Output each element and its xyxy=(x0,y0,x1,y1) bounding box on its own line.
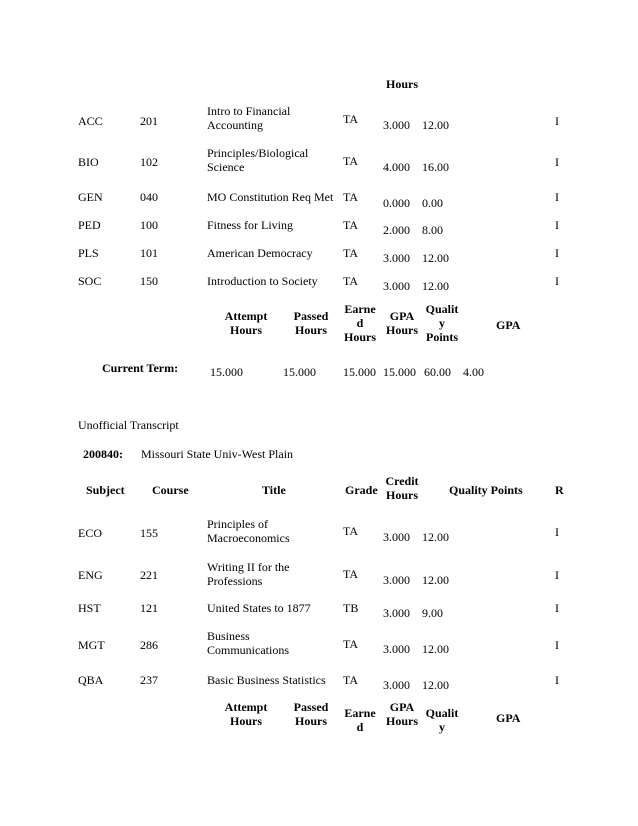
credit-cell: 3.000 xyxy=(383,251,410,265)
r-cell: I xyxy=(555,525,559,539)
quality-cell: 0.00 xyxy=(422,196,443,210)
credit-cell: 3.000 xyxy=(383,279,410,293)
quality-cell: 9.00 xyxy=(422,606,443,620)
title-cell: United States to 1877 xyxy=(207,601,311,615)
subject-cell: MGT xyxy=(78,638,105,652)
course-cell: 150 xyxy=(140,274,158,288)
r-cell: I xyxy=(555,190,559,204)
hours-column-header: Hours xyxy=(386,77,419,91)
attempt-hours-header: Attempt Hours xyxy=(224,700,268,728)
title-cell: Basic Business Statistics xyxy=(207,673,326,687)
subject-cell: ACC xyxy=(78,114,103,128)
r-cell: I xyxy=(555,638,559,652)
gpa-hours-header: GPA Hours xyxy=(385,700,418,728)
grade-cell: TA xyxy=(343,154,359,168)
course-cell: 201 xyxy=(140,114,158,128)
quality-cell: 12.00 xyxy=(422,251,449,265)
r-header: R xyxy=(555,483,564,497)
course-cell: 155 xyxy=(140,526,158,540)
r-cell: I xyxy=(555,218,559,232)
credit-cell: 3.000 xyxy=(383,573,410,587)
title-cell: MO Constitution Req Met xyxy=(207,190,334,204)
credit-cell: 0.000 xyxy=(383,196,410,210)
credit-cell: 3.000 xyxy=(383,530,410,544)
course-cell: 221 xyxy=(140,568,158,582)
quality-cell: 8.00 xyxy=(422,223,443,237)
subject-cell: GEN xyxy=(78,190,103,204)
grade-cell: TA xyxy=(343,673,359,687)
course-cell: 286 xyxy=(140,638,158,652)
current-term-passed: 15.000 xyxy=(283,365,316,379)
grade-cell: TA xyxy=(343,246,359,260)
title-cell: Introduction to Society xyxy=(207,274,318,288)
credit-cell: 3.000 xyxy=(383,678,410,692)
course-cell: 100 xyxy=(140,218,158,232)
quality-cell: 12.00 xyxy=(422,573,449,587)
r-cell: I xyxy=(555,246,559,260)
r-cell: I xyxy=(555,155,559,169)
credit-cell: 4.000 xyxy=(383,160,410,174)
subject-cell: PED xyxy=(78,218,101,232)
current-term-earned: 15.000 xyxy=(343,365,376,379)
subject-cell: BIO xyxy=(78,155,99,169)
subject-cell: ECO xyxy=(78,526,102,540)
course-cell: 102 xyxy=(140,155,158,169)
title-cell: Fitness for Living xyxy=(207,218,293,232)
gpa-hours-header: GPA Hours xyxy=(385,309,418,337)
course-cell: 237 xyxy=(140,673,158,687)
r-cell: I xyxy=(555,114,559,128)
grade-cell: TA xyxy=(343,567,359,581)
earned-hours-header: Earne d Hours xyxy=(343,302,376,344)
earned-hours-header: Earne d xyxy=(344,706,376,734)
school-name: Missouri State Univ-West Plain xyxy=(141,447,294,461)
title-cell: Principles of Macroeconomics xyxy=(207,517,290,545)
course-cell: 121 xyxy=(140,601,158,615)
grade-cell: TA xyxy=(343,637,359,651)
transcript-title: Unofficial Transcript xyxy=(78,418,179,432)
r-cell: I xyxy=(555,601,559,615)
grade-cell: TA xyxy=(343,218,359,232)
credit-hours-header: Credit Hours xyxy=(385,474,419,502)
grade-cell: TA xyxy=(343,274,359,288)
subject-cell: QBA xyxy=(78,673,104,687)
grade-cell: TB xyxy=(343,601,359,615)
credit-cell: 2.000 xyxy=(383,223,410,237)
course-cell: 101 xyxy=(140,246,158,260)
quality-cell: 12.00 xyxy=(422,642,449,656)
gpa-header: GPA xyxy=(496,711,521,725)
r-cell: I xyxy=(555,568,559,582)
quality-points-header: Quality Points xyxy=(449,483,523,497)
subject-cell: ENG xyxy=(78,568,103,582)
title-cell: Writing II for the Professions xyxy=(207,560,290,588)
title-header: Title xyxy=(262,483,286,497)
credit-cell: 3.000 xyxy=(383,642,410,656)
term-code: 200840: xyxy=(83,447,123,461)
gpa-header: GPA xyxy=(496,318,521,332)
subject-header: Subject xyxy=(86,483,125,497)
credit-cell: 3.000 xyxy=(383,118,410,132)
subject-cell: SOC xyxy=(78,274,102,288)
passed-hours-header: Passed Hours xyxy=(293,309,329,337)
subject-cell: PLS xyxy=(78,246,99,260)
current-term-gpa: 4.00 xyxy=(463,365,484,379)
current-term-label: Current Term: xyxy=(102,361,179,375)
r-cell: I xyxy=(555,673,559,687)
quality-cell: 12.00 xyxy=(422,530,449,544)
grade-cell: TA xyxy=(343,112,359,126)
title-cell: Business Communications xyxy=(207,629,289,657)
passed-hours-header: Passed Hours xyxy=(293,700,329,728)
course-cell: 040 xyxy=(140,190,158,204)
title-cell: American Democracy xyxy=(207,246,313,260)
current-term-attempt: 15.000 xyxy=(210,365,243,379)
grade-cell: TA xyxy=(343,190,359,204)
title-cell: Principles/Biological Science xyxy=(207,146,309,174)
grade-cell: TA xyxy=(343,524,359,538)
current-term-gpa-hours: 15.000 xyxy=(383,365,416,379)
quality-cell: 12.00 xyxy=(422,678,449,692)
course-header: Course xyxy=(152,483,189,497)
attempt-hours-header: Attempt Hours xyxy=(224,309,268,337)
quality-points-header: Qualit y Points xyxy=(425,302,459,344)
current-term-quality-points: 60.00 xyxy=(424,365,451,379)
title-cell: Intro to Financial Accounting xyxy=(207,104,291,132)
credit-cell: 3.000 xyxy=(383,606,410,620)
quality-cell: 12.00 xyxy=(422,118,449,132)
quality-cell: 12.00 xyxy=(422,279,449,293)
quality-cell: 16.00 xyxy=(422,160,449,174)
quality-points-header: Qualit y xyxy=(425,706,459,734)
grade-header: Grade xyxy=(345,483,378,497)
subject-cell: HST xyxy=(78,601,101,615)
r-cell: I xyxy=(555,274,559,288)
